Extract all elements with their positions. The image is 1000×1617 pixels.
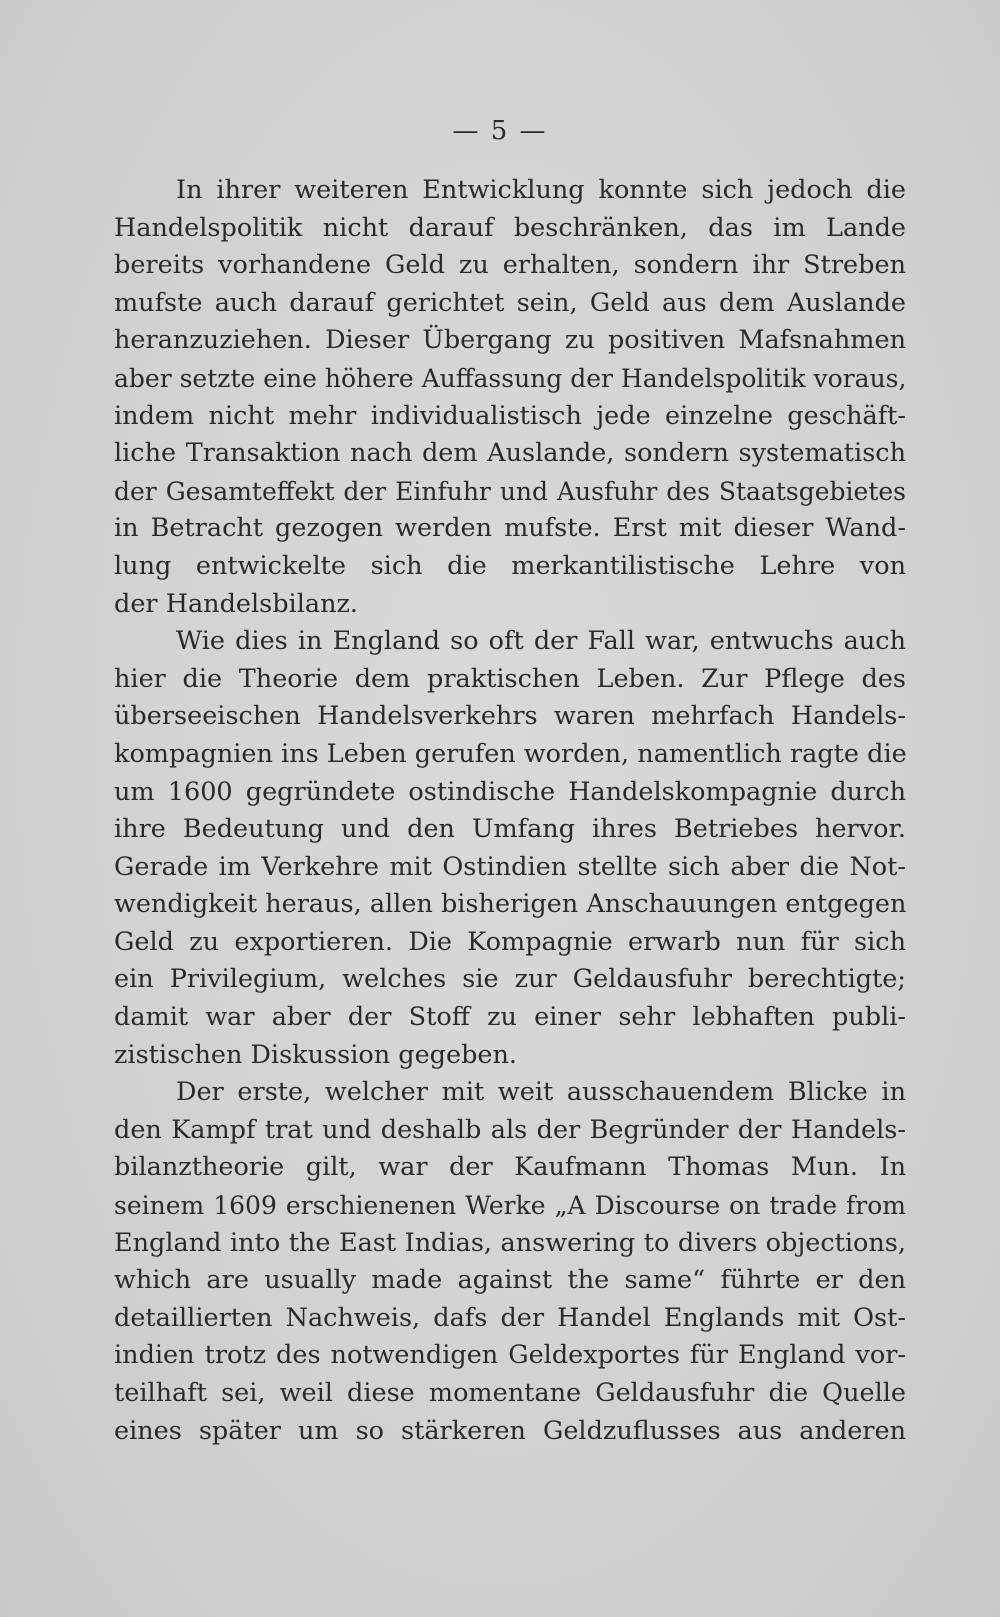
text-line: bereits vorhandene Geld zu erhalten, sondern ihr Streben (114, 250, 906, 281)
text-line: ihre Bedeutung und den Umfang ihres Betriebes hervor. (114, 814, 906, 845)
text-line: um 1600 gegründete ostindische Handelskompagnie durch (114, 776, 906, 807)
text-line: teilhaft sei, weil diese momentane Geldausfuhr die Quelle (114, 1378, 906, 1408)
text-line: kompagnien ins Leben gerufen worden, namentlich ragte die (114, 738, 907, 769)
text-line: mufste auch darauf gerichtet sein, Geld aus dem Auslande (114, 287, 906, 318)
text-line: hier die Theorie dem praktischen Leben. Zur Pflege des (114, 663, 906, 694)
text-line: bilanztheorie gilt, war der Kaufmann Thomas Mun. In (114, 1152, 906, 1183)
text-line: indien trotz des notwendigen Geldexportes für England vor- (114, 1340, 906, 1371)
text-line: Handelspolitik nicht darauf beschränken, das im Lande (114, 212, 906, 243)
page-number: — 5 — (452, 116, 548, 146)
text-line: lung entwickelte sich die merkantilistische Lehre von (114, 550, 906, 581)
text-line: seinem 1609 erschienenen Werke „A Discourse on trade from (114, 1191, 906, 1221)
text-line: Wie dies in England so oft der Fall war, entwuchs auch (176, 626, 906, 657)
text-line: detaillierten Nachweis, dafs der Handel Englands mit Ost- (114, 1302, 906, 1333)
text-line: heranzuziehen. Dieser Übergang zu positiven Mafsnahmen (114, 325, 906, 356)
text-line: aber setzte eine höhere Auffassung der Handelspolitik voraus, (114, 363, 907, 393)
text-line: Der erste, welcher mit weit ausschauendem Blicke in (176, 1077, 906, 1108)
text-line: Geld zu exportieren. Die Kompagnie erwarb nun für sich (114, 926, 906, 957)
body-text (114, 172, 906, 1450)
text-line: In ihrer weiteren Entwicklung konnte sich jedoch die (176, 175, 906, 205)
text-line: der Handelsbilanz. (114, 588, 359, 619)
text-line: zistischen Diskussion gegeben. (114, 1039, 518, 1070)
text-line: liche Transaktion nach dem Auslande, sondern systematisch (114, 438, 906, 469)
text-line: wendigkeit heraus, allen bisherigen Anschauungen entgegen (114, 889, 907, 920)
text-line: überseeischen Handelsverkehrs waren mehrfach Handels- (114, 701, 906, 732)
text-line: eines später um so stärkeren Geldzuflusses aus anderen (114, 1415, 906, 1446)
text-line: indem nicht mehr individualistisch jede einzelne geschäft- (114, 400, 906, 431)
text-line: damit war aber der Stoff zu einer sehr lebhaften publi- (114, 1002, 906, 1033)
text-line: in Betracht gezogen werden mufste. Erst mit dieser Wand- (114, 513, 906, 544)
text-line: der Gesamteffekt der Einfuhr und Ausfuhr des Staatsgebietes (114, 476, 906, 506)
text-line: which are usually made against the same“ führte er den (114, 1265, 906, 1296)
text-line: England into the East Indias, answering to divers objections, (114, 1227, 906, 1258)
text-line: Gerade im Verkehre mit Ostindien stellte sich aber die Not- (114, 851, 906, 882)
text-line: den Kampf trat und deshalb als der Begründer der Handels- (114, 1114, 906, 1145)
text-line: ein Privilegium, welches sie zur Geldausfuhr berechtigte; (114, 964, 906, 995)
